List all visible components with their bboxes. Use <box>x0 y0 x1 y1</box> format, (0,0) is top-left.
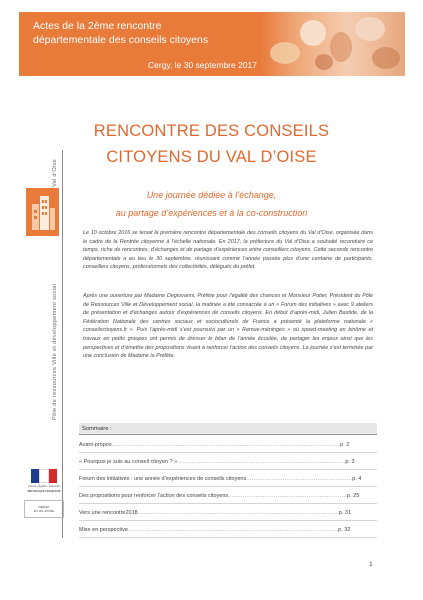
subtitle-line-1: Une journée dédiée à l’échange, <box>146 190 277 200</box>
french-flag-icon <box>31 469 57 483</box>
toc-item[interactable] <box>79 453 377 470</box>
toc-leader-dots: .......................................................... <box>246 476 353 482</box>
toc-item-label: « Pourquoi je suis au conseil citoyen ? » <box>79 459 178 465</box>
toc-item[interactable] <box>79 470 377 487</box>
sidebar-organisation-text: Pôle de ressources Ville et développement social <box>52 283 58 420</box>
header-line-1: Actes de la 2ème rencontre <box>33 20 162 32</box>
toc-leader-dots: ............................................................................................................................. <box>111 442 341 448</box>
toc-item-label: Vers une rencontre2018 <box>79 510 138 516</box>
header-date: Cergy, le 30 septembre 2017 <box>148 60 257 70</box>
main-title-line-2: CITOYENS DU VAL D’OISE <box>106 148 317 166</box>
prefecture-line-2: DU VAL-D’OISE <box>33 509 55 513</box>
intro-paragraph-2: Après une ouverture par Madame Degiovanni, Préfète pour l’égalité des chances et Monsieur Potier, Président du Pôle de Ressources Ville et Développement social, la matinée a été consacrée à un « Forum des initiatives » avec 9 ateliers de présentation et d’échanges autour d’expériences de conseils citoyens. En début d’après-midi, Julien Bastide, de la Fédération Nationale des centres sociaux et socioculturels de France a présenté la plateforme nationale « conseilscitoyens.fr ». Puis l’après-midi s’est poursuivi par un « Remue-méninges » où speed-meeting en binôme et travaux en petits groupes ont permis de dresser le bilan de l’année écoulée, de partager les enjeux ainsi que les perspectives et d’émettre des propositions visant à renforcer l’action des conseils citoyens. La journée s’est terminée par une conclusion de Madame la Préfète. <box>83 293 373 360</box>
toc-item-label: Forum des initiatives : une année d’expériences de conseils citoyens <box>79 476 247 482</box>
toc-leader-dots: ................................................................................................................... <box>127 527 339 533</box>
header-line-2: départementale des conseils citoyens <box>33 34 209 46</box>
prefecture-badge <box>24 500 64 518</box>
toc-item-label: Avant-propos <box>79 442 112 448</box>
toc-item-page: p. 4 <box>352 476 362 482</box>
header-banner <box>19 12 405 76</box>
toc-item[interactable] <box>79 521 377 538</box>
page-number: 1 <box>369 561 373 568</box>
toc-item-page: p. 32 <box>338 527 351 533</box>
toc-item[interactable] <box>79 504 377 521</box>
emblem-motto: Liberté • Égalité • Fraternité <box>28 485 60 488</box>
toc-item-page: p. 31 <box>338 510 352 516</box>
toc-item-label: Mise en perspective <box>79 527 128 533</box>
toc-item-page: p. 3 <box>345 459 355 465</box>
toc-leader-dots: ............................................................................................ <box>177 459 346 465</box>
prefecture-line-1: PRÉFET <box>38 505 50 509</box>
toc-item-label: Des propositions pour renforcer l’action des conseils citoyens <box>79 493 229 499</box>
toc-leader-dots: ................................................................. <box>228 493 348 499</box>
intro-paragraph-1: Le 10 octobre 2016 se tenait la première rencontre départementale des conseils citoyens du Val d’Oise, organisée dans le cadre de la Rentrée citoyenne à l’échelle nationale. En 2017, la préfecture du Val d’Oise a souhaité reconduire ce temps, riche de rencontres, d’échanges et de partage d’expériences entre conseillers citoyens. Cette seconde rencontre départementale a eu lieu le 30 septembre, réunissant comme l’année passée plus d’une centaine de participants, conseillers citoyens, professionnels des collectivités, délégués du préfet. <box>83 230 373 271</box>
header-photo-collage <box>260 12 405 76</box>
summary-heading: Sommaire : <box>79 423 377 435</box>
subtitle-line-2: au partage d’expériences et à la co-construction <box>115 208 308 218</box>
main-title-line-1: RENCONTRE DES CONSEILS <box>93 122 330 140</box>
toc-item-page: p. 2 <box>340 442 350 448</box>
sidebar-logo-text: Val d’Oise <box>52 158 58 187</box>
toc-leader-dots: .............................................................................................................. <box>137 510 339 516</box>
toc-item[interactable] <box>79 436 377 453</box>
toc-item[interactable] <box>79 487 377 504</box>
toc-item-page: p. 25 <box>347 493 360 499</box>
emblem-republic: RÉPUBLIQUE FRANÇAISE <box>27 490 61 493</box>
